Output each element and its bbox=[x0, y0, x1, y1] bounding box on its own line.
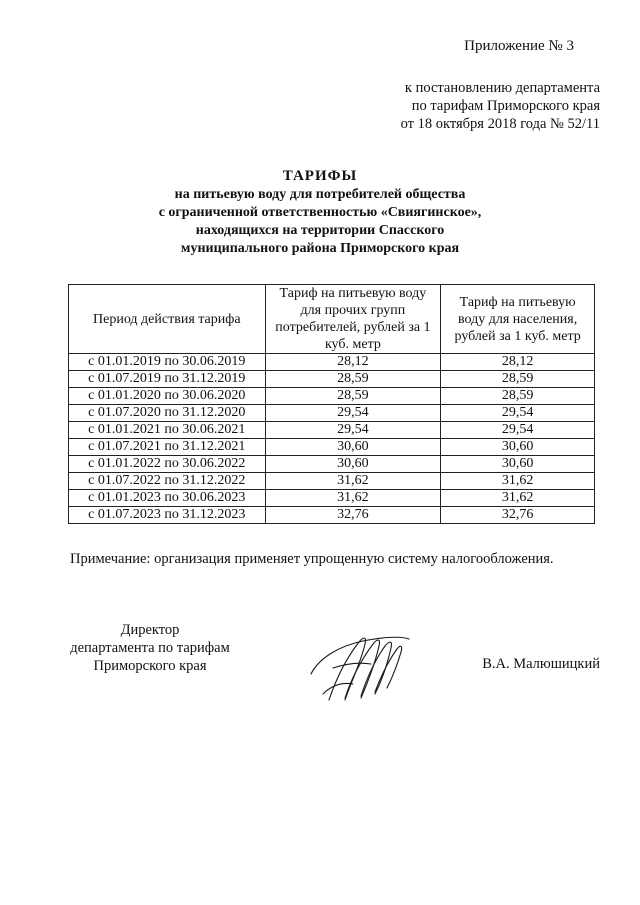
cell-period: с 01.01.2019 по 30.06.2019 bbox=[69, 354, 266, 371]
position-line: департамента по тарифам bbox=[70, 640, 230, 656]
cell-tariff-other: 29,54 bbox=[265, 422, 441, 439]
cell-period: с 01.01.2023 по 30.06.2023 bbox=[69, 490, 266, 507]
cell-tariff-other: 29,54 bbox=[265, 405, 441, 422]
cell-tariff-population: 28,12 bbox=[441, 354, 595, 371]
table-row bbox=[69, 507, 595, 524]
table-row bbox=[69, 439, 595, 456]
table-row bbox=[69, 405, 595, 422]
cell-tariff-population: 28,59 bbox=[441, 388, 595, 405]
cell-tariff-other: 32,76 bbox=[265, 507, 441, 524]
cell-tariff-population: 30,60 bbox=[441, 439, 595, 456]
table-row bbox=[69, 388, 595, 405]
table-body bbox=[69, 354, 595, 524]
cell-period: с 01.01.2021 по 30.06.2021 bbox=[69, 422, 266, 439]
cell-tariff-other: 28,59 bbox=[265, 371, 441, 388]
title-line: на питьевую воду для потребителей общества bbox=[174, 187, 466, 202]
resolution-reference bbox=[300, 79, 600, 133]
table-row bbox=[69, 490, 595, 507]
ref-line: от 18 октября 2018 года № 52/11 bbox=[400, 116, 600, 132]
position-line: Приморского края bbox=[93, 658, 207, 674]
cell-period: с 01.01.2022 по 30.06.2022 bbox=[69, 456, 266, 473]
cell-tariff-other: 30,60 bbox=[265, 439, 441, 456]
cell-tariff-other: 28,59 bbox=[265, 388, 441, 405]
title-main: ТАРИФЫ bbox=[282, 168, 358, 184]
cell-tariff-population: 29,54 bbox=[441, 405, 595, 422]
document-title bbox=[0, 166, 640, 258]
cell-tariff-other: 31,62 bbox=[265, 473, 441, 490]
cell-tariff-other: 30,60 bbox=[265, 456, 441, 473]
table-row bbox=[69, 456, 595, 473]
position-line: Директор bbox=[120, 622, 180, 638]
header-period: Период действия тарифа bbox=[69, 285, 266, 354]
cell-period: с 01.07.2023 по 31.12.2023 bbox=[69, 507, 266, 524]
cell-tariff-population: 28,59 bbox=[441, 371, 595, 388]
signatory-position bbox=[60, 621, 240, 675]
header-population: Тариф на питьевую воду для населения, рублей за 1 куб. метр bbox=[441, 285, 595, 354]
title-line: муниципального района Приморского края bbox=[180, 241, 460, 256]
table-header-row bbox=[69, 285, 595, 354]
cell-tariff-other: 28,12 bbox=[265, 354, 441, 371]
cell-tariff-other: 31,62 bbox=[265, 490, 441, 507]
cell-period: с 01.07.2020 по 31.12.2020 bbox=[69, 405, 266, 422]
cell-tariff-population: 32,76 bbox=[441, 507, 595, 524]
ref-line: по тарифам Приморского края bbox=[411, 98, 600, 114]
cell-tariff-population: 31,62 bbox=[441, 473, 595, 490]
tariff-table bbox=[68, 284, 595, 524]
header-other-consumers: Тариф на питьевую воду для прочих групп потребителей, рублей за 1 куб. метр bbox=[265, 285, 441, 354]
cell-period: с 01.07.2019 по 31.12.2019 bbox=[69, 371, 266, 388]
appendix-label: Приложение № 3 bbox=[464, 38, 574, 54]
cell-tariff-population: 30,60 bbox=[441, 456, 595, 473]
cell-period: с 01.07.2021 по 31.12.2021 bbox=[69, 439, 266, 456]
note: Примечание: организация применяет упрощенную систему налогообложения. bbox=[70, 551, 554, 567]
handwritten-signature bbox=[305, 624, 415, 706]
title-line: с ограниченной ответственностью «Свиягинское», bbox=[158, 205, 482, 220]
cell-tariff-population: 29,54 bbox=[441, 422, 595, 439]
table-row bbox=[69, 354, 595, 371]
table-row bbox=[69, 371, 595, 388]
cell-period: с 01.01.2020 по 30.06.2020 bbox=[69, 388, 266, 405]
title-line: находящихся на территории Спасского bbox=[195, 223, 445, 238]
ref-line: к постановлению департамента bbox=[404, 80, 600, 96]
cell-period: с 01.07.2022 по 31.12.2022 bbox=[69, 473, 266, 490]
signatory-name: В.А. Малюшицкий bbox=[482, 656, 600, 672]
table-row bbox=[69, 473, 595, 490]
table-row bbox=[69, 422, 595, 439]
cell-tariff-population: 31,62 bbox=[441, 490, 595, 507]
